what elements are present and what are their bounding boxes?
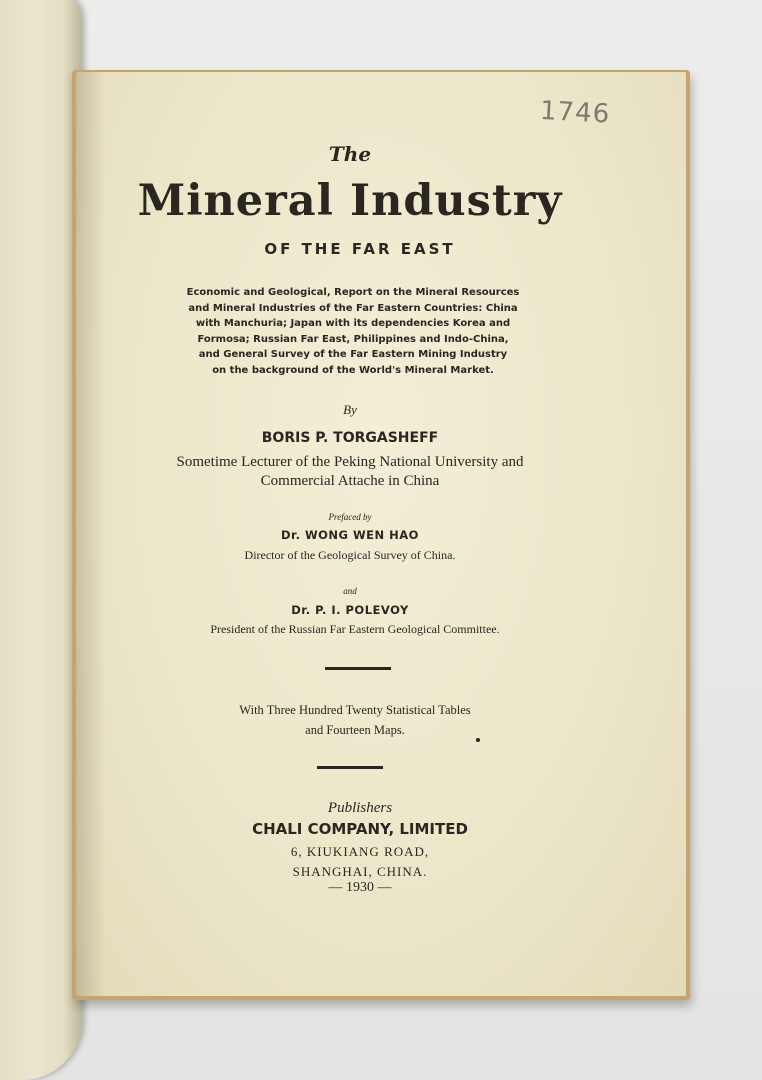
preface-role-1: Director of the Geological Survey of China.: [244, 548, 456, 562]
by-label: By: [343, 402, 357, 417]
and-label: and: [343, 586, 357, 596]
gutter-shadow: [76, 72, 106, 996]
preface-author-1: Dr. WONG WEN HAO: [281, 528, 419, 542]
divider-rule: [325, 667, 391, 670]
pencil-annotation: 1746: [539, 95, 611, 130]
divider-rule: [317, 766, 383, 769]
title-article: The: [328, 142, 372, 166]
address-line: 6, KIUKIANG ROAD,: [290, 844, 430, 859]
description-line: on the background of the World's Mineral Market.: [212, 364, 494, 376]
preface-author-2: Dr. P. I. POLEVOY: [291, 603, 409, 617]
publishers-label: Publishers: [327, 800, 393, 816]
author-role-line: Sometime Lecturer of the Peking National University and: [176, 454, 524, 470]
description-line: Formosa; Russian Far East, Philippines and Indo-China,: [197, 333, 509, 345]
description-line: Economic and Geological, Report on the Mineral Resources: [186, 287, 520, 298]
book-title: Mineral Industry: [137, 176, 563, 226]
author-description: [140, 453, 560, 491]
address-line: SHANGHAI, CHINA.: [292, 864, 428, 879]
statistics-line: With Three Hundred Twenty Statistical Tables: [239, 703, 471, 717]
description-line: with Manchuria; Japan with its dependencies Korea and: [195, 318, 511, 329]
ink-speck: [476, 738, 480, 742]
description-line: and General Survey of the Far Eastern Mining Industry: [198, 349, 508, 360]
publication-year: — 1930 —: [328, 880, 392, 895]
statistics-note: [190, 700, 520, 740]
author-name: BORIS P. TORGASHEFF: [261, 430, 439, 446]
author-role-line: Commercial Attache in China: [260, 473, 440, 489]
description-block: [156, 285, 550, 378]
prefaced-label: Prefaced by: [328, 512, 372, 522]
statistics-line: and Fourteen Maps.: [305, 723, 405, 737]
publisher-company: CHALI COMPANY, LIMITED: [252, 820, 468, 838]
book-subtitle: OF THE FAR EAST: [264, 240, 456, 258]
publisher-address: [250, 842, 470, 882]
left-page-leaf: [0, 0, 82, 1080]
description-line: and Mineral Industries of the Far Eastern Countries: China: [188, 302, 518, 314]
preface-role-2: President of the Russian Far Eastern Geological Committee.: [210, 622, 500, 636]
